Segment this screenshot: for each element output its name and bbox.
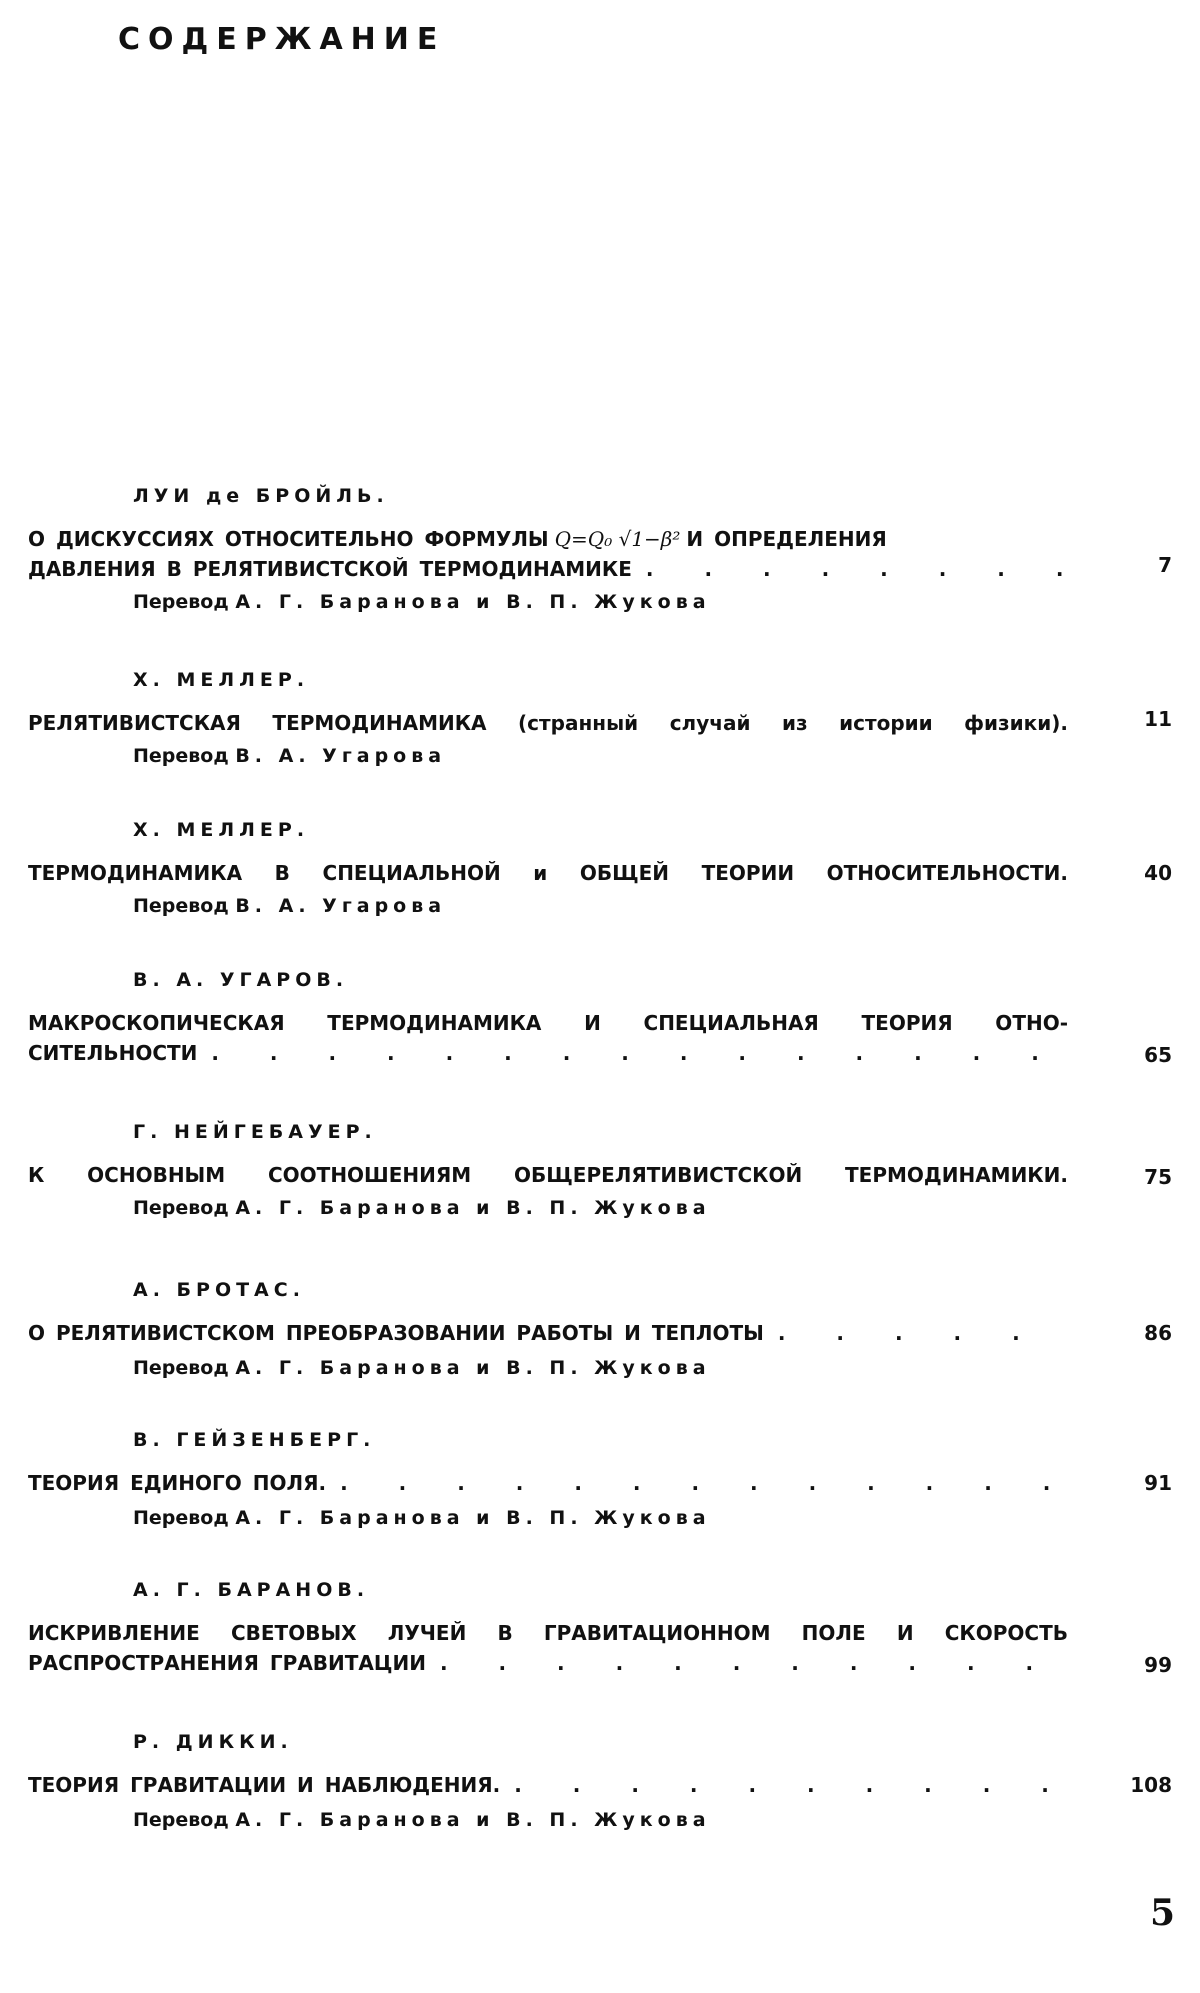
entry-title-text: О РЕЛЯТИВИСТСКОМ ПРЕОБРАЗОВАНИИ РАБОТЫ И ТЕПЛОТЫ: [28, 1321, 764, 1345]
page-title: СОДЕРЖАНИЕ: [118, 22, 446, 57]
entry-title[interactable]: [28, 1010, 1068, 1036]
entry-author: ЛУИ де БРОЙЛЬ.: [133, 485, 389, 507]
page-number[interactable]: 99: [1144, 1653, 1172, 1677]
entry-title[interactable]: [28, 1320, 1068, 1346]
entry-author: В. ГЕЙЗЕНБЕРГ.: [133, 1429, 376, 1451]
entry-title-text: РЕЛЯТИВИСТСКАЯ ТЕРМОДИНАМИКА (странный случай из истории физики).: [28, 711, 1068, 735]
page-number[interactable]: 86: [1144, 1321, 1172, 1345]
entry-title-text: РАСПРОСТРАНЕНИЯ ГРАВИТАЦИИ: [28, 1651, 426, 1675]
entry-title[interactable]: [28, 526, 1068, 552]
entry-author: Г. НЕЙГЕБАУЕР.: [133, 1121, 377, 1143]
translator-names: В. А. Угарова: [235, 895, 447, 917]
translator-names: А. Г. Баранова и В. П. Жукова: [235, 1197, 711, 1219]
entry-translator: [133, 894, 446, 918]
entry-translator: [133, 1506, 711, 1530]
translator-prefix: Перевод: [133, 745, 229, 767]
leader-dots: [646, 556, 1068, 582]
page-number[interactable]: 91: [1144, 1471, 1172, 1495]
entry-translator: [133, 1196, 711, 1220]
entry-author: Р. ДИККИ.: [133, 1731, 293, 1753]
page-number[interactable]: 11: [1144, 707, 1172, 731]
translator-prefix: Перевод: [133, 591, 229, 613]
entry-title-text: ТЕОРИЯ ГРАВИТАЦИИ И НАБЛЮДЕНИЯ.: [28, 1773, 501, 1797]
entry-translator: [133, 590, 711, 614]
entry-title-text: ТЕОРИЯ ЕДИНОГО ПОЛЯ.: [28, 1471, 327, 1495]
entry-title-text: СИТЕЛЬНОСТИ: [28, 1041, 198, 1065]
translator-names: А. Г. Баранова и В. П. Жукова: [235, 591, 711, 613]
entry-title-text: К ОСНОВНЫМ СООТНОШЕНИЯМ ОБЩЕРЕЛЯТИВИСТСКОЙ ТЕРМОДИНАМИКИ.: [28, 1163, 1068, 1187]
entry-author: А. БРОТАС.: [133, 1279, 305, 1301]
entry-title[interactable]: [28, 1162, 1068, 1188]
entry-title[interactable]: [28, 1650, 1068, 1676]
entry-title-text: МАКРОСКОПИЧЕСКАЯ ТЕРМОДИНАМИКА И СПЕЦИАЛЬНАЯ ТЕОРИЯ ОТНО-: [28, 1011, 1068, 1035]
entry-title-text: ИСКРИВЛЕНИЕ СВЕТОВЫХ ЛУЧЕЙ В ГРАВИТАЦИОННОМ ПОЛЕ И СКОРОСТЬ: [28, 1621, 1068, 1645]
entry-title-text: И ОПРЕДЕЛЕНИЯ: [686, 527, 887, 551]
leader-dots: [778, 1320, 1068, 1346]
entry-title-text: ТЕРМОДИНАМИКА В СПЕЦИАЛЬНОЙ и ОБЩЕЙ ТЕОРИИ ОТНОСИТЕЛЬНОСТИ.: [28, 861, 1068, 885]
entry-title-text: О ДИСКУССИЯХ ОТНОСИТЕЛЬНО ФОРМУЛЫ: [28, 527, 549, 551]
translator-names: А. Г. Баранова и В. П. Жукова: [235, 1809, 711, 1831]
translator-prefix: Перевод: [133, 895, 229, 917]
entry-title[interactable]: [28, 1772, 1068, 1798]
entry-title-text: ДАВЛЕНИЯ В РЕЛЯТИВИСТСКОЙ ТЕРМОДИНАМИКЕ: [28, 557, 632, 581]
leader-dots: [440, 1650, 1068, 1676]
entry-title[interactable]: [28, 860, 1068, 886]
translator-prefix: Перевод: [133, 1809, 229, 1831]
entry-author: Х. МЕЛЛЕР.: [133, 819, 310, 841]
translator-names: В. А. Угарова: [235, 745, 447, 767]
translator-names: А. Г. Баранова и В. П. Жукова: [235, 1507, 711, 1529]
leader-dots: [514, 1772, 1068, 1798]
page-number[interactable]: 75: [1144, 1165, 1172, 1189]
entry-title[interactable]: [28, 556, 1068, 582]
page-number[interactable]: 108: [1130, 1773, 1172, 1797]
page-number[interactable]: 65: [1144, 1043, 1172, 1067]
leader-dots: [340, 1470, 1068, 1496]
entry-translator: [133, 1808, 711, 1832]
entry-title[interactable]: [28, 710, 1068, 736]
translator-names: А. Г. Баранова и В. П. Жукова: [235, 1357, 711, 1379]
formula: Q=Q₀ √1−β²: [554, 527, 681, 551]
entry-author: А. Г. БАРАНОВ.: [133, 1579, 370, 1601]
page-number[interactable]: 7: [1158, 553, 1172, 577]
page-folio: 5: [1150, 1892, 1176, 1934]
translator-prefix: Перевод: [133, 1357, 229, 1379]
entry-translator: [133, 744, 446, 768]
entry-title[interactable]: [28, 1620, 1068, 1646]
page-number[interactable]: 40: [1144, 861, 1172, 885]
entry-title[interactable]: [28, 1040, 1068, 1066]
entry-translator: [133, 1356, 711, 1380]
translator-prefix: Перевод: [133, 1197, 229, 1219]
entry-author: В. А. УГАРОВ.: [133, 969, 349, 991]
translator-prefix: Перевод: [133, 1507, 229, 1529]
entry-title[interactable]: [28, 1470, 1068, 1496]
leader-dots: [211, 1040, 1068, 1066]
entry-author: Х. МЕЛЛЕР.: [133, 669, 310, 691]
